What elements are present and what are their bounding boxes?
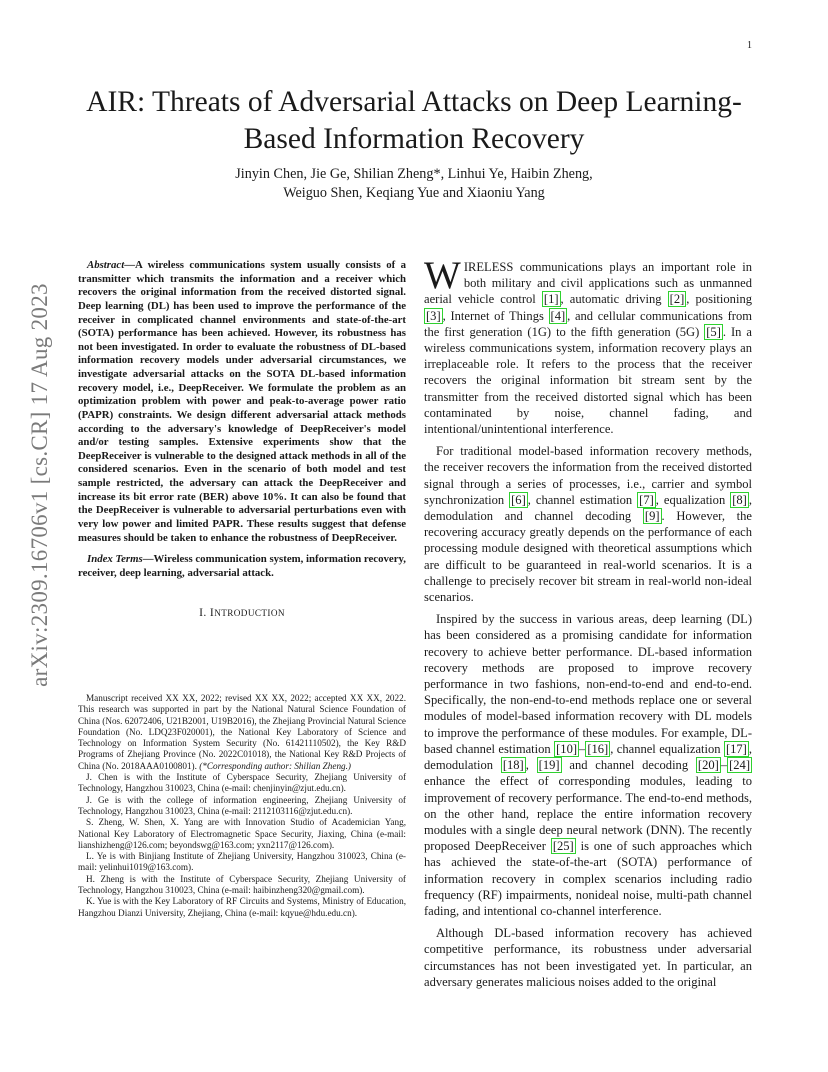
abstract-text: —A wireless communications system usually consists of a transmitter which transmits the information and a receiver which recovers the original information from the received distorted signal. Deep learning (DL) has been used to improve the performance of the receiver in complicated channel environments and state-of-the-art (SOTA) performance has been achieved. However, its robustness has not been investigated. In order to evaluate the robustness of DL-based information recovery models under adversarial circumstances, we investigate adversarial attacks on the SOTA DL-based information recovery model, i.e., DeepReceiver. We formulate the problem as an optimization problem with power and peak-to-average power ratio (PAPR) constraints. We design different adversarial attack methods according to the adversary's knowledge of DeepReceiver's model and/or testing samples. Extensive experiments show that the DeepReceiver is vulnerable to the designed attack methods in all of the considered scenarios. Even in the scenario of both model and test sample restricted, the adversary can attack the DeepReceiver and increase its bit error rate (BER) above 10%. It can also be found that the DeepReceiver is vulnerable to adversarial perturbations even with very low power and limited PAPR. These results suggest that defense measures should be taken to enhance the robustness of DeepReceiver. <box>78 259 406 544</box>
citation-link[interactable]: [1] <box>543 292 559 307</box>
citation-link[interactable]: [10] <box>556 741 578 756</box>
left-column <box>78 259 406 619</box>
citation-link[interactable]: [2] <box>669 292 685 307</box>
citation-link[interactable]: [16] <box>587 741 609 756</box>
right-column <box>424 254 752 990</box>
author-list <box>90 165 738 203</box>
section-numeral: I. <box>199 606 210 620</box>
footnote-manuscript: Manuscript received XX XX, 2022; revised XX XX, 2022; accepted XX XX, 2022. This research was supported in part by the National Natural Science Foundation of China (Nos. 62072406, U21B2001, U19B2016), the Zhejiang Provincial Natural Science Foundation (No. LDQ23F020001), the National Key Laboratory of Science and Technology on Information System Security (No. 61421110502), the Key R&D Programs of Zhejiang Province (No. 2022C01018), the National Key R&D Projects of China (No. 2018AAA0100801). (*Corresponding author: Shilian Zheng.) <box>78 693 406 771</box>
intro-paragraph-1: WIRELESS communications plays an important role in both military and civil applications such as unmanned aerial vehicle control [1] , automatic driving [2] , positioning [3] , Internet of Things [4] , and cellular communications from the first generation (1G) to the fifth generation (5G) [5] . In a wireless communications system, information recovery plays an irreplaceable role. It refers to the process that the receiver recovers the original information bit stream sent by the transmitter from the received distorted signal which has been contaminated by noise, channel fading, and intentional/unintentional interference. <box>424 254 752 437</box>
footnote-affiliation: J. Ge is with the college of information engineering, Zhejiang University of Technology, Hangzhou 310023, China (e-mail: 2112103116@zjut.edu.cn). <box>78 794 406 816</box>
index-terms <box>78 553 406 580</box>
abstract <box>78 259 406 545</box>
section-first-letter: I <box>209 606 215 620</box>
citation-link[interactable]: [18] <box>502 758 524 773</box>
citation-link[interactable]: [9] <box>644 509 660 524</box>
author-line-1: Jinyin Chen, Jie Ge, Shilian Zheng*, Linhui Ye, Haibin Zheng, <box>235 166 593 182</box>
footnotes <box>78 693 406 919</box>
lead-word: IRELESS <box>463 260 514 274</box>
citation-link[interactable]: [19] <box>538 758 560 773</box>
arxiv-identifier-stamp <box>20 285 60 685</box>
index-terms-text: —Wireless communication system, information recovery, receiver, deep learning, adversarial attack. <box>78 553 406 579</box>
citation-link[interactable]: [20] <box>697 758 719 773</box>
section-title-rest: NTRODUCTION <box>214 608 285 619</box>
intro-paragraph-2: For traditional model-based information recovery methods, the receiver recovers the information from the received distorted signal through a series of processes, i.e., carrier and symbol synchronization [6] , channel estimation [7] , equalization [8] , demodulation and channel decoding [9] . However, the recovering accuracy greatly depends on the performance of each processing module designed with theoretical assumptions which are difficult to be guaranteed in real-world scenarios. It is a challenge to precisely recover bit stream in real-world non-ideal scenarios. <box>424 444 752 605</box>
intro-paragraph-3: Inspired by the success in various areas, deep learning (DL) has been considered as a promising candidate for information recovery to achieve better performance. DL-based information recovery methods are proposed to improve recovery performance in two fashions, non-end-to-end and end-to-end. Specifically, the non-end-to-end methods replace one or several modules of model-based information recovery with DL models to improve the performance of these modules. For example, DL-based channel estimation [10] – [16] , channel equalization [17] , demodulation [18] , [19] and channel decoding [20] – [24] enhance the effect of corresponding modules, leading to improvement of recovery performance. The end-to-end methods, on the other hand, replace the entire information recovery modules with a single deep neural network (DNN). The recently proposed DeepReceiver [25] is one of such approaches which has achieved the state-of-the-art (SOTA) performance of information recovery in complex scenarios including radio frequency (RF) impairments, nonideal noise, multi-path channel fading, and intentional co-channel interference. <box>424 612 752 918</box>
citation-link[interactable]: [3] <box>426 308 441 323</box>
citation-link[interactable]: [4] <box>550 308 566 323</box>
citation-link[interactable]: [25] <box>552 839 574 854</box>
citation-link[interactable]: [5] <box>706 324 721 339</box>
abstract-label: Abstract <box>87 259 125 271</box>
footnote-affiliation: J. Chen is with the Institute of Cyberspace Security, Zhejiang University of Technology, Hangzhou 310023, China (e-mail: chenjinyin@zjut.edu.cn). <box>78 772 406 794</box>
footnote-affiliation: K. Yue is with the Key Laboratory of RF Circuits and Systems, Ministry of Education, Hangzhou Dianzi University, Zhejiang, China (e-mail: kqyue@hdu.edu.cn). <box>78 896 406 918</box>
citation-link[interactable]: [6] <box>511 492 526 507</box>
paper-title: AIR: Threats of Adversarial Attacks on Deep Learning-Based Information Recovery <box>86 86 742 155</box>
index-terms-label: Index Terms <box>87 553 143 566</box>
footnote-affiliation: S. Zheng, W. Shen, X. Yang are with Innovation Studio of Academician Yang, National Key Laboratory of Electromagnetic Space Security, Jiaxing, China (e-mail: lianshizheng@126.com; beyondswg@163.com; yxn2117@126.com). <box>78 817 406 850</box>
corresponding-author-note: (*Corresponding author: Shilian Zheng.) <box>199 760 351 771</box>
citation-link[interactable]: [24] <box>729 758 751 773</box>
citation-link[interactable]: [17] <box>725 741 747 756</box>
section-heading-introduction <box>78 606 406 619</box>
footnote-affiliation: L. Ye is with Binjiang Institute of Zhejiang University, Hangzhou 310023, China (e-mail: yelinhui1019@163.com). <box>78 851 406 873</box>
drop-cap-letter: W <box>424 254 461 297</box>
citation-link[interactable]: [7] <box>639 492 654 507</box>
author-line-2: Weiguo Shen, Keqiang Yue and Xiaoniu Yang <box>283 185 545 201</box>
intro-paragraph-4: Although DL-based information recovery has achieved competitive performance, its robustness under adversarial circumstances has not been investigated yet. In particular, an adversary generates malicious noises added to the original <box>424 926 752 989</box>
page-number: 1 <box>747 40 752 51</box>
footnote-affiliation: H. Zheng is with the Institute of Cyberspace Security, Zhejiang University of Technology, Hangzhou 310023, China (e-mail: haibinzheng320@gmail.com). <box>78 873 406 896</box>
arxiv-identifier-text: arXiv:2309.16706v1 [cs.CR] 17 Aug 2023 <box>27 283 52 687</box>
citation-link[interactable]: [8] <box>732 492 747 507</box>
